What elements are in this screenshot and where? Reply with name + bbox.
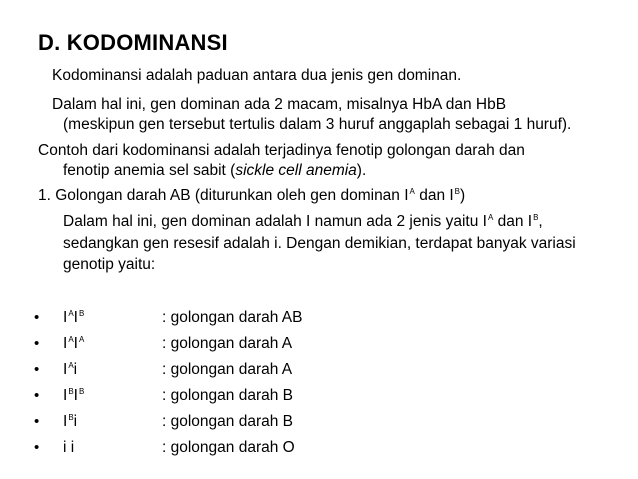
genotype-label [63,309,84,327]
genotype-allele: I [63,309,68,326]
bullet-icon: • [34,335,40,352]
genotype-allele: I [73,335,78,352]
list-item [34,439,39,457]
genotype-superscript: B [78,387,85,396]
item1-mid: dan I [414,187,454,204]
genotype-description: : golongan darah B [162,413,293,430]
genotype-superscript: A [68,309,74,318]
gen-line1-suffix: , [538,213,543,230]
list-item [34,335,39,353]
bullet-icon: • [34,309,40,326]
item1-superscript-a: A [409,187,415,196]
item1-superscript-b: B [454,187,461,196]
paragraph-contoh-line1: Contoh dari kodominansi adalah terjadinya fenotip golongan darah dan [38,142,525,159]
genotype-allele: I [63,387,68,404]
genotype-allele: i [73,361,78,378]
paragraph-example-line2: (meskipun gen tersebut tertulis dalam 3 huruf anggaplah sebagai 1 huruf). [63,116,572,133]
genotype-allele: I [63,335,68,352]
list-item [34,361,39,379]
genotype-superscript: B [68,413,74,422]
genotype-label [63,387,84,405]
item1-prefix: 1. Golongan darah AB (diturunkan oleh gen dominan I [38,187,409,204]
genotype-description: : golongan darah A [162,361,293,378]
contoh-italic-term: sickle cell anemia [235,162,357,179]
genotype-allele: I [63,361,68,378]
genotype-allele: i [73,413,78,430]
genotype-description: : golongan darah A [162,335,293,352]
genotype-description: : golongan darah AB [162,309,303,326]
genotype-allele: I [73,387,78,404]
genotype-label: i i [63,439,75,456]
contoh-text-prefix: fenotip anemia sel sabit ( [63,162,236,179]
gen-line1-superscript-b: B [533,213,539,222]
slide-title: D. KODOMINANSI [38,30,228,55]
gen-line1-mid: dan I [493,213,533,230]
paragraph-definition: Kodominansi adalah paduan antara dua jenis gen dominan. [52,67,462,84]
genotype-superscript: B [78,309,85,318]
genotype-superscript: A [68,335,74,344]
list-item [34,309,39,327]
paragraph-gen-line2: sedangkan gen resesif adalah i. Dengan demikian, terdapat banyak variasi [63,235,576,252]
item1-suffix: ) [460,187,466,204]
gen-line1-prefix: Dalam hal ini, gen dominan adalah I namun ada 2 jenis yaitu I [63,213,487,230]
bullet-icon: • [34,361,40,378]
genotype-superscript: A [68,361,74,370]
genotype-allele: I [73,309,78,326]
genotype-description: : golongan darah B [162,387,293,404]
numbered-item-1 [38,187,465,205]
genotype-superscript: A [78,335,85,344]
genotype-label [63,361,77,379]
genotype-allele: I [63,413,68,430]
bullet-icon: • [34,413,40,430]
genotype-label [63,335,84,353]
genotype-description: : golongan darah O [162,439,295,456]
list-item [34,387,39,405]
paragraph-example-line1: Dalam hal ini, gen dominan ada 2 macam, misalnya HbA dan HbB [52,96,507,113]
genotype-superscript: B [68,387,74,396]
paragraph-gen-line1 [63,213,543,231]
bullet-icon: • [34,439,40,456]
contoh-text-suffix: ). [356,162,367,179]
paragraph-contoh-line2 [63,162,366,180]
paragraph-gen-line3: genotip yaitu: [63,256,156,273]
genotype-label [63,413,77,431]
bullet-icon: • [34,387,40,404]
gen-line1-superscript-a: A [487,213,494,222]
list-item [34,413,39,431]
